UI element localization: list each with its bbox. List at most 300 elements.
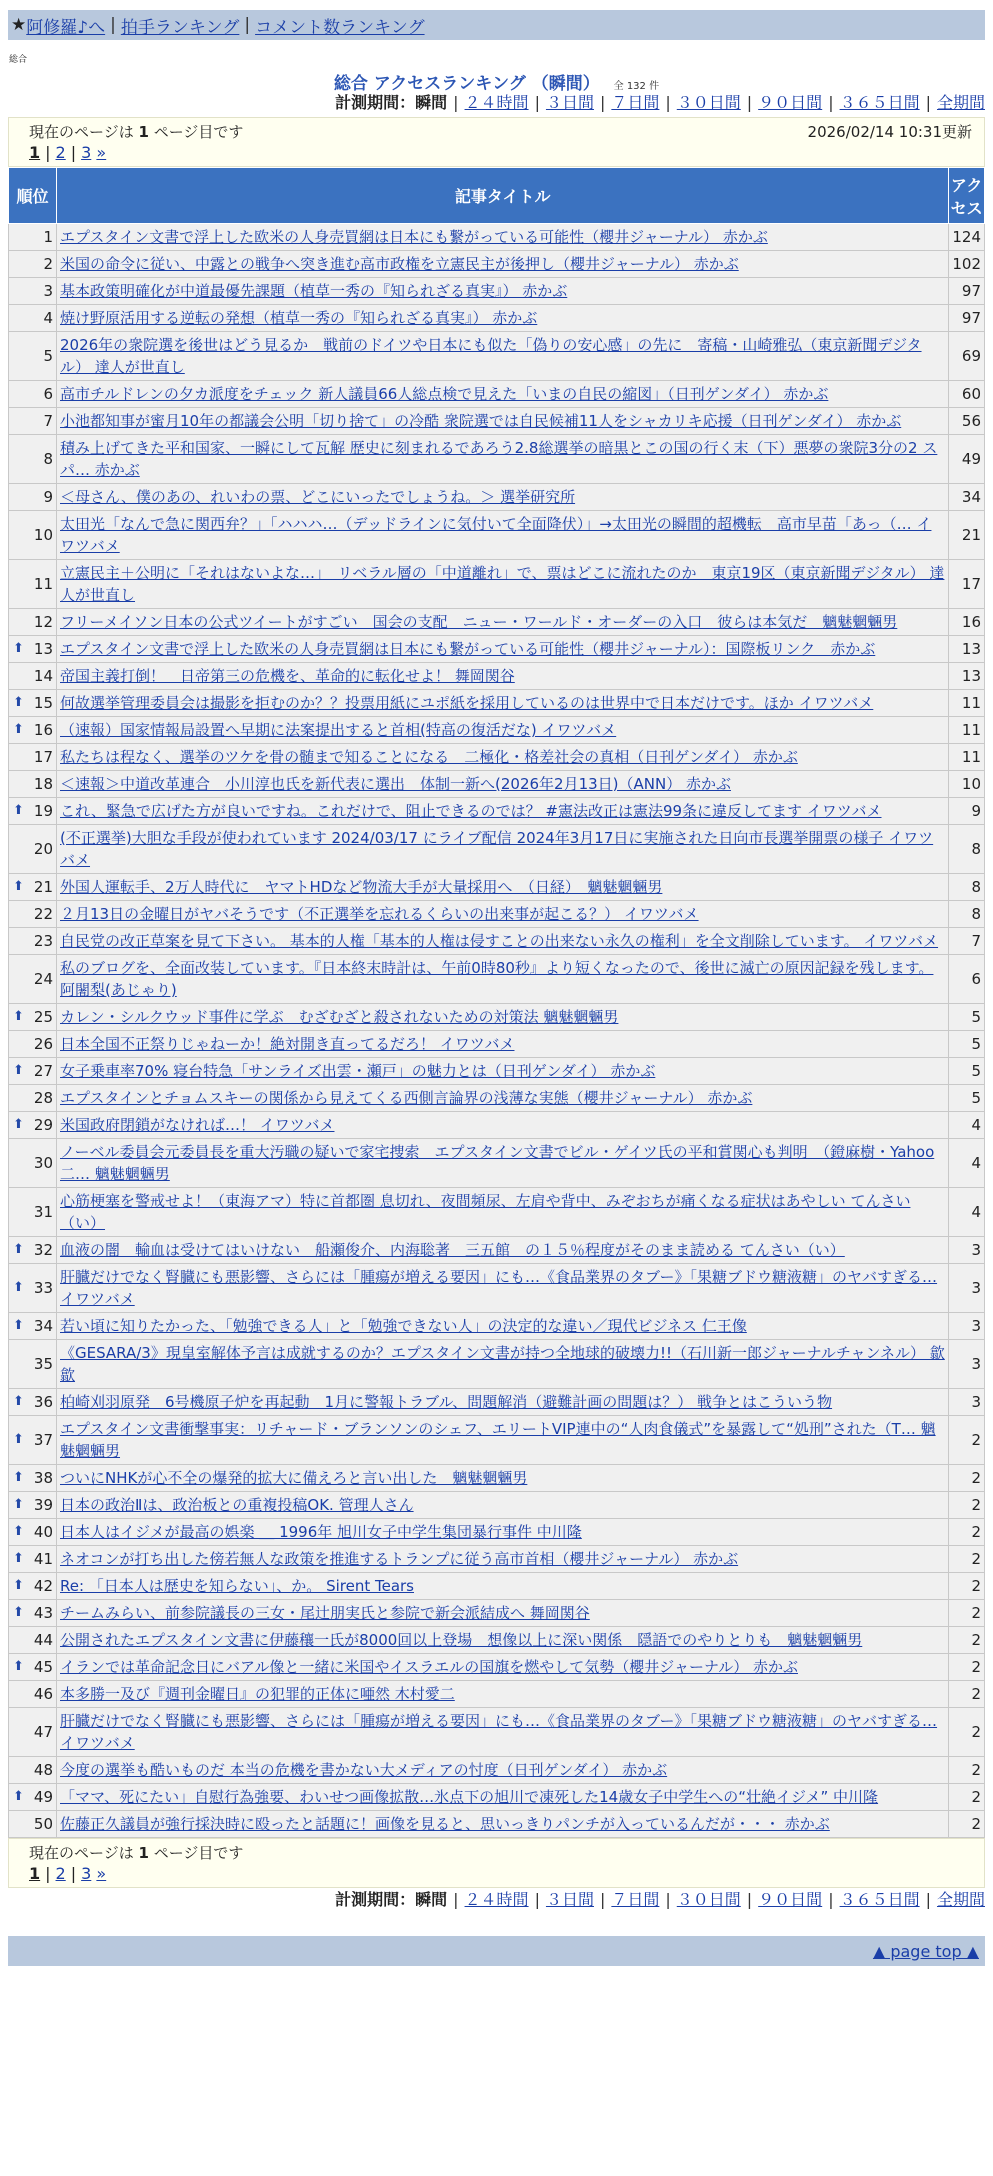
rank-number: 5 — [43, 347, 53, 365]
access-count: 13 — [949, 663, 985, 690]
article-link[interactable]: 帝国主義打倒！ 日帝第三の危機を、革命的に転化せよ！ 舞岡関谷 — [60, 667, 515, 685]
pager-page: 1 — [29, 143, 41, 162]
article-link[interactable]: これ、緊急で広げた方が良いですね。これだけで、阻止できるのでは？ #憲法改正は憲法99条に違反してます イワツバメ — [60, 802, 882, 820]
table-row — [9, 484, 985, 511]
rank-cell — [9, 1519, 57, 1546]
rank-number: 17 — [33, 748, 53, 766]
table-row — [9, 1573, 985, 1600]
rank-number: 12 — [33, 613, 53, 631]
title-cell — [57, 1627, 949, 1654]
title-cell — [57, 901, 949, 928]
rank-cell — [9, 955, 57, 1004]
table-row — [9, 798, 985, 825]
rank-number: 40 — [33, 1523, 53, 1541]
article-link[interactable]: エプスタインとチョムスキーの関係から見えてくる西側言論界の浅薄な実態（櫻井ジャーナル） 赤かぶ — [60, 1089, 753, 1107]
article-link[interactable]: 米国の命令に従い、中露との戦争へ突き進む高市政権を立憲民主が後押し（櫻井ジャーナル） 赤かぶ — [60, 255, 739, 273]
rank-cell — [9, 1757, 57, 1784]
article-link[interactable]: エプスタイン文書で浮上した欧米の人身売買網は日本にも繋がっている可能性（櫻井ジャーナル） 赤かぶ — [60, 228, 768, 246]
table-row — [9, 381, 985, 408]
title-cell — [57, 251, 949, 278]
table-row — [9, 928, 985, 955]
period-option[interactable]: ７日間 — [611, 93, 660, 112]
rank-number: 46 — [33, 1685, 53, 1703]
article-link[interactable]: 立憲民主＋公明に「それはないよな…」 リベラル層の「中道離れ」で、票はどこに流れたのか 東京19区（東京新聞デジタル） 達人が世直し — [60, 564, 945, 604]
rank-cell — [9, 1492, 57, 1519]
pager-page[interactable]: 2 — [55, 143, 66, 162]
article-link[interactable]: 柏崎刈羽原発 6号機原子炉を再起動 1月に警報トラブル、問題解消（避難計画の問題は？） 戦争とはこういう物 — [60, 1393, 833, 1411]
table-row — [9, 1313, 985, 1340]
access-count: 11 — [949, 690, 985, 717]
rank-number: 37 — [33, 1431, 53, 1449]
table-row — [9, 874, 985, 901]
title-cell — [57, 1188, 949, 1237]
footer-bar — [8, 1936, 985, 1966]
rank-number: 3 — [43, 282, 53, 300]
table-row — [9, 1492, 985, 1519]
article-link[interactable]: ＜母さん、僕のあの、れいわの票、どこにいったでしょうね。＞ 選挙研究所 — [60, 488, 576, 506]
table-row — [9, 1654, 985, 1681]
access-count: 4 — [949, 1188, 985, 1237]
title-cell — [57, 798, 949, 825]
up-arrow-icon: ⬆ — [13, 1117, 24, 1132]
pager — [29, 142, 972, 164]
pager-page: 1 — [29, 1864, 41, 1883]
article-link[interactable]: 2026年の衆院選を後世はどう見るか 戦前のドイツや日本にも似た「偽りの安心感」の先に 寄稿・山崎雅弘（東京新聞デジタル） 達人が世直し — [60, 336, 922, 376]
article-link[interactable]: 高市チルドレンの夕カ派度をチェック 新人議員66人総点検で見えた「いまの自民の縮図」（日刊ゲンダイ） 赤かぶ — [60, 385, 829, 403]
page-info-box — [8, 117, 985, 167]
access-count: 2 — [949, 1416, 985, 1465]
table-row — [9, 1004, 985, 1031]
article-link[interactable]: 心筋梗塞を警戒せよ！（東海アマ）特に首都圏 息切れ、夜間頻尿、左肩や背中、みぞおちが痛くなる症状はあやしい てんさい（い） — [60, 1192, 911, 1232]
rank-cell — [9, 408, 57, 435]
up-arrow-icon: ⬆ — [13, 1280, 24, 1295]
title-cell — [57, 1389, 949, 1416]
rank-cell — [9, 771, 57, 798]
title-cell — [57, 511, 949, 560]
up-arrow-icon: ⬆ — [13, 722, 24, 737]
rank-cell — [9, 1681, 57, 1708]
title-cell — [57, 609, 949, 636]
rank-number: 36 — [33, 1393, 53, 1411]
up-arrow-icon: ⬆ — [13, 695, 24, 710]
rank-cell — [9, 1654, 57, 1681]
period-option[interactable]: 全期間 — [936, 93, 985, 112]
rank-number: 1 — [43, 228, 53, 246]
article-link[interactable]: カレン・シルクウッド事件に学ぶ むざむざと殺されないための対策法 魑魅魍魎男 — [60, 1008, 619, 1026]
access-count: 3 — [949, 1313, 985, 1340]
rank-cell — [9, 1237, 57, 1264]
article-link[interactable]: 焼け野原活用する逆転の発想（植草一秀の『知られざる真実』） 赤かぶ — [60, 309, 538, 327]
title-cell — [57, 278, 949, 305]
access-count: 5 — [949, 1058, 985, 1085]
period-option[interactable]: 全期間 — [936, 1890, 985, 1909]
pager-separator: | — [70, 143, 77, 162]
title-cell — [57, 1811, 949, 1838]
article-link[interactable]: 本多勝一及び『週刊金曜日』の犯罪的正体に唖然 木村愛二 — [60, 1685, 455, 1703]
period-separator: | — [925, 93, 931, 112]
article-link[interactable]: 「ママ、死にたい」自慰行為強要、わいせつ画像拡散…氷点下の旭川で凍死した14歳女子中学生への“壮絶イジメ” 中川隆 — [60, 1788, 879, 1806]
article-link[interactable]: ついにNHKが心不全の爆発的拡大に備えろと言い出した 魑魅魍魎男 — [60, 1469, 528, 1487]
period-selector — [0, 91, 985, 115]
access-count: 3 — [949, 1389, 985, 1416]
rank-cell — [9, 1465, 57, 1492]
pager-next[interactable]: » — [96, 1864, 107, 1883]
pager-separator: | — [45, 1864, 51, 1883]
rank-cell — [9, 636, 57, 663]
access-count: 2 — [949, 1681, 985, 1708]
access-count: 69 — [949, 332, 985, 381]
article-link[interactable]: エプスタイン文書で浮上した欧米の人身売買網は日本にも繋がっている可能性（櫻井ジャーナル）：国際板リンク 赤かぶ — [60, 640, 876, 658]
rank-number: 25 — [33, 1008, 53, 1026]
rank-cell — [9, 928, 57, 955]
period-separator: | — [925, 1890, 931, 1909]
rank-number: 47 — [33, 1723, 53, 1741]
access-count: 17 — [949, 560, 985, 609]
rank-number: 9 — [43, 488, 53, 506]
article-link[interactable]: 日本人はイジメが最高の娯楽 ＿ 1996年 旭川女子中学生集団暴行事件 中川隆 — [60, 1523, 582, 1541]
table-row — [9, 278, 985, 305]
title-cell — [57, 663, 949, 690]
article-link[interactable]: 血液の闇 輸血は受けてはいけない 船瀬俊介、内海聡著 三五館 の１５％程度がそのまま読める てんさい（い） — [60, 1241, 845, 1259]
table-row — [9, 1237, 985, 1264]
article-link[interactable]: チームみらい、前参院議長の三女・尾辻朋実氏と参院で新会派結成へ 舞岡関谷 — [60, 1604, 590, 1622]
article-link[interactable]: 公開されたエプスタイン文書に伊藤穰一氏が8000回以上登場 想像以上に深い関係 隠語でのやりとりも 魑魅魍魎男 — [60, 1631, 863, 1649]
rank-number: 26 — [33, 1035, 53, 1053]
ranking-title: 総合 アクセスランキング （瞬間） — [333, 74, 600, 94]
period-separator: | — [453, 93, 459, 112]
title-cell — [57, 1416, 949, 1465]
article-link[interactable]: 自民党の改正草案を見て下さい。 基本的人権「基本的人権は侵すことの出来ない永久の権利」を全文削除しています。 イワツバメ — [60, 932, 939, 950]
rank-number: 39 — [33, 1496, 53, 1514]
access-count: 2 — [949, 1519, 985, 1546]
article-link[interactable]: ２月13日の金曜日がヤバそうです（不正選挙を忘れるくらいの出来事が起こる？） イワツバメ — [60, 905, 699, 923]
table-row — [9, 825, 985, 874]
table-row — [9, 1058, 985, 1085]
table-row — [9, 717, 985, 744]
title-cell — [57, 224, 949, 251]
rank-number: 50 — [33, 1815, 53, 1833]
access-count: 13 — [949, 636, 985, 663]
up-arrow-icon: ⬆ — [13, 1551, 24, 1566]
nav-separator: | — [244, 15, 251, 35]
title-cell — [57, 1546, 949, 1573]
title-cell — [57, 1031, 949, 1058]
table-row — [9, 1416, 985, 1465]
rank-number: 49 — [33, 1788, 53, 1806]
article-link[interactable]: (不正選挙)大胆な手段が使われています 2024/03/17 にライブ配信 2024年3月17日に実施された日向市長選挙開票の様子 イワツバメ — [60, 829, 934, 869]
article-link[interactable]: 何故選挙管理委員会は撮影を拒むのか？？投票用紙にユポ紙を採用しているのは世界中で日本だけです。ほか イワツバメ — [60, 694, 874, 712]
access-count: 6 — [949, 955, 985, 1004]
title-cell — [57, 1340, 949, 1389]
rank-cell — [9, 484, 57, 511]
period-separator: | — [534, 1890, 540, 1909]
up-arrow-icon: ⬆ — [13, 641, 24, 656]
article-link[interactable]: 私のブログを、全面改装しています。『日本終末時計は、午前0時80秒』より短くなったので、後世に滅亡の原因記録を残します。 阿闍梨(あじゃり) — [60, 959, 934, 999]
access-count: 2 — [949, 1708, 985, 1757]
article-link[interactable]: 基本政策明確化が中道最優先課題（植草一秀の『知られざる真実』） 赤かぶ — [60, 282, 568, 300]
home-link[interactable]: 阿修羅♪へ — [26, 17, 106, 38]
period-option: 瞬間 — [415, 93, 448, 112]
rank-number: 35 — [33, 1355, 53, 1373]
comment-ranking-link[interactable]: コメント数ランキング — [255, 17, 425, 38]
title-cell — [57, 305, 949, 332]
pager-page[interactable]: 2 — [55, 1864, 66, 1883]
article-link[interactable]: 若い頃に知りたかった、「勉強できる人」と「勉強できない人」の決定的な違い／現代ビジネス 仁王像 — [60, 1317, 747, 1335]
article-link[interactable]: 今度の選挙も酷いものだ 本当の危機を書かない大メディアの忖度（日刊ゲンダイ） 赤かぶ — [60, 1761, 668, 1779]
table-row — [9, 771, 985, 798]
title-cell — [57, 1004, 949, 1031]
access-count: 7 — [949, 928, 985, 955]
page-info-box-bottom — [8, 1838, 985, 1888]
table-row — [9, 332, 985, 381]
rank-cell — [9, 1313, 57, 1340]
rank-cell — [9, 1112, 57, 1139]
table-row — [9, 1264, 985, 1313]
rank-number: 32 — [33, 1241, 53, 1259]
period-option[interactable]: ３日間 — [545, 93, 594, 112]
title-cell — [57, 1264, 949, 1313]
period-separator: | — [534, 93, 540, 112]
title-cell — [57, 717, 949, 744]
table-row — [9, 1112, 985, 1139]
period-option[interactable]: ２４時間 — [464, 1890, 529, 1909]
access-count: 8 — [949, 825, 985, 874]
period-option[interactable]: ２４時間 — [464, 93, 529, 112]
title-cell — [57, 1085, 949, 1112]
article-link[interactable]: ネオコンが打ち出した傍若無人な政策を推進するトランプに従う高市首相（櫻井ジャーナル） 赤かぶ — [60, 1550, 739, 1568]
updated-timestamp: 2026/02/14 10:31更新 — [807, 123, 972, 141]
up-arrow-icon: ⬆ — [13, 1524, 24, 1539]
rank-cell — [9, 1085, 57, 1112]
access-count: 5 — [949, 1085, 985, 1112]
rank-number: 27 — [33, 1062, 53, 1080]
rank-number: 6 — [43, 385, 53, 403]
article-link[interactable]: （速報）国家情報局設置へ早期に法案提出すると首相(特高の復活だな) イワツバメ — [60, 721, 617, 739]
rank-number: 44 — [33, 1631, 53, 1649]
rank-number: 7 — [43, 412, 53, 430]
rank-cell — [9, 1340, 57, 1389]
article-link[interactable]: ノーベル委員会元委員長を重大汚職の疑いで家宅捜索 エプスタイン文書でビル・ゲイツ氏の平和賞関心も判明 （鐙麻樹・Yahoo二… 魑魅魍魎男 — [60, 1143, 935, 1183]
rank-cell — [9, 1031, 57, 1058]
access-count: 2 — [949, 1627, 985, 1654]
title-cell — [57, 1112, 949, 1139]
rank-number: 22 — [33, 905, 53, 923]
rank-cell — [9, 1416, 57, 1465]
period-option[interactable]: ３０日間 — [676, 1890, 741, 1909]
period-separator: | — [746, 93, 753, 112]
access-count: 102 — [949, 251, 985, 278]
table-row — [9, 560, 985, 609]
rank-number: 24 — [33, 970, 53, 988]
article-link[interactable]: 積み上げてきた平和国家、一瞬にして瓦解 歴史に刻まれるであろう2.8総選挙の暗黒とこの国の行く末（下）悪夢の衆院3分の2 スパ… 赤かぶ — [60, 439, 938, 479]
title-cell — [57, 1237, 949, 1264]
access-count: 56 — [949, 408, 985, 435]
up-arrow-icon: ⬆ — [13, 1394, 24, 1409]
access-count: 9 — [949, 798, 985, 825]
table-row — [9, 511, 985, 560]
article-link[interactable]: 私たちは程なく、選挙のツケを骨の髄まで知ることになる 二極化・格差社会の真相（日刊ゲンダイ） 赤かぶ — [60, 748, 798, 766]
period-option[interactable]: ９０日間 — [758, 93, 823, 112]
top-nav-bar — [8, 10, 985, 40]
period-option: 瞬間 — [415, 1890, 448, 1909]
period-separator: | — [746, 1890, 753, 1909]
period-option[interactable]: ３０日間 — [676, 93, 741, 112]
category-label: 総合 — [9, 55, 28, 65]
title-cell — [57, 1139, 949, 1188]
access-count: 4 — [949, 1139, 985, 1188]
title-cell — [57, 1492, 949, 1519]
rank-number: 15 — [33, 694, 53, 712]
access-count: 3 — [949, 1237, 985, 1264]
access-count: 2 — [949, 1757, 985, 1784]
title-cell — [57, 1573, 949, 1600]
period-option[interactable]: ３６５日間 — [839, 93, 920, 112]
title-cell — [57, 1757, 949, 1784]
rank-number: 11 — [33, 575, 53, 593]
rank-cell — [9, 224, 57, 251]
rank-number: 41 — [33, 1550, 53, 1568]
article-link[interactable]: エプスタイン文書衝撃事実：リチャード・ブランソンのシェフ、エリートVIP連中の“人肉食儀式”を暴露して“処刑”された（T… 魑魅魍魎男 — [60, 1420, 936, 1460]
pager-next[interactable]: » — [96, 143, 107, 162]
period-option[interactable]: ７日間 — [611, 1890, 660, 1909]
rank-cell — [9, 1264, 57, 1313]
access-count: 97 — [949, 305, 985, 332]
article-link[interactable]: 佐藤正久議員が強行採決時に殴ったと話題に！画像を見ると、思いっきりパンチが入っているんだが・・・ 赤かぶ — [60, 1815, 830, 1833]
rank-cell — [9, 874, 57, 901]
rank-number: 14 — [33, 667, 53, 685]
header-title: 記事タイトル — [57, 168, 949, 224]
rank-number: 21 — [33, 878, 53, 896]
period-option[interactable]: ３日間 — [545, 1890, 594, 1909]
rank-number: 48 — [33, 1761, 53, 1779]
ranking-title-row — [0, 69, 993, 94]
rank-cell — [9, 1784, 57, 1811]
title-cell — [57, 435, 949, 484]
article-link[interactable]: 日本の政治Ⅱは、政治板との重複投稿OK. 管理人さん — [60, 1496, 414, 1514]
title-cell — [57, 1654, 949, 1681]
table-row — [9, 663, 985, 690]
up-arrow-icon: ⬆ — [13, 1605, 24, 1620]
table-row — [9, 1811, 985, 1838]
access-count: 49 — [949, 435, 985, 484]
article-link[interactable]: 肝臓だけでなく腎臓にも悪影響、さらには「腫瘍が増える要因」にも…《食品業界のタブー》「果糖ブドウ糖液糖」のヤバすぎる… イワツバメ — [60, 1712, 938, 1752]
access-count: 97 — [949, 278, 985, 305]
table-row — [9, 1519, 985, 1546]
article-link[interactable]: 《GESARA/3》現皇室解体予言は成就するのか？エプスタイン文書が持つ全地球的破壊力!!（石川新一郎ジャーナルチャンネル） 歙歙 — [60, 1344, 945, 1384]
rank-number: 43 — [33, 1604, 53, 1622]
page-top-link[interactable]: ▲ page top ▲ — [872, 1941, 979, 1961]
period-option[interactable]: ９０日間 — [758, 1890, 823, 1909]
access-count: 2 — [949, 1600, 985, 1627]
up-arrow-icon: ⬆ — [13, 1242, 24, 1257]
table-row — [9, 305, 985, 332]
pager-page[interactable]: 3 — [81, 1864, 92, 1883]
rank-number: 31 — [33, 1203, 53, 1221]
rank-cell — [9, 435, 57, 484]
table-row — [9, 408, 985, 435]
period-separator: | — [599, 1890, 606, 1909]
period-selector — [0, 1888, 985, 1912]
clap-ranking-link[interactable]: 拍手ランキング — [120, 17, 240, 38]
access-count: 8 — [949, 874, 985, 901]
pager-page[interactable]: 3 — [81, 143, 92, 162]
rank-number: 28 — [33, 1089, 53, 1107]
table-row — [9, 1708, 985, 1757]
nav-separator: | — [110, 15, 116, 35]
table-row — [9, 636, 985, 663]
article-link[interactable]: 外国人運転手、2万人時代に ヤマトHDなど物流大手が大量採用へ （日経） 魑魅魍魎男 — [60, 878, 663, 896]
article-link[interactable]: Re: 「日本人は歴史を知らない」、か。 Sirent Tears — [60, 1577, 414, 1595]
table-row — [9, 1600, 985, 1627]
table-row — [9, 1031, 985, 1058]
rank-cell — [9, 560, 57, 609]
rank-cell — [9, 825, 57, 874]
table-row — [9, 1139, 985, 1188]
access-count: 3 — [949, 1264, 985, 1313]
article-link[interactable]: 米国政府閉鎖がなければ…！ イワツバメ — [60, 1116, 335, 1134]
up-arrow-icon: ⬆ — [13, 1432, 24, 1447]
access-count: 2 — [949, 1654, 985, 1681]
article-link[interactable]: 日本全国不正祭りじゃねーか！絶対開き直ってるだろ！ イワツバメ — [60, 1035, 515, 1053]
total-count: 全 132 件 — [613, 81, 660, 92]
title-cell — [57, 825, 949, 874]
pager — [29, 1863, 972, 1885]
title-cell — [57, 381, 949, 408]
article-link[interactable]: ＜速報＞中道改革連合 小川淳也氏を新代表に選出 体制一新へ(2026年2月13日)（ANN） 赤かぶ — [60, 775, 731, 793]
up-arrow-icon: ⬆ — [13, 879, 24, 894]
up-arrow-icon: ⬆ — [13, 1578, 24, 1593]
rank-number: 29 — [33, 1116, 53, 1134]
rank-number: 2 — [43, 255, 53, 273]
rank-cell — [9, 332, 57, 381]
up-arrow-icon: ⬆ — [13, 1470, 24, 1485]
article-link[interactable]: 小池都知事が蜜月10年の都議会公明「切り捨て」の冷酷 衆院選では自民候補11人をシャカリキ応援（日刊ゲンダイ） 赤かぶ — [60, 412, 902, 430]
up-arrow-icon: ⬆ — [13, 1497, 24, 1512]
rank-cell — [9, 1811, 57, 1838]
rank-cell — [9, 278, 57, 305]
table-row — [9, 1389, 985, 1416]
rank-number: 34 — [33, 1317, 53, 1335]
title-cell — [57, 560, 949, 609]
up-arrow-icon: ⬆ — [13, 1009, 24, 1024]
article-link[interactable]: 太田光「なんで急に関西弁？」「ハハハ…（デッドラインに気付いて全面降伏）」→太田光の瞬間的超機転 高市早苗「あっ（… イワツバメ — [60, 515, 932, 555]
rank-cell — [9, 744, 57, 771]
access-count: 2 — [949, 1573, 985, 1600]
article-link[interactable]: イランでは革命記念日にバアル像と一緒に米国やイスラエルの国旗を燃やして気勢（櫻井ジャーナル） 赤かぶ — [60, 1658, 798, 1676]
rank-number: 30 — [33, 1154, 53, 1172]
period-label: 計測期間： — [335, 93, 416, 112]
period-option[interactable]: ３６５日間 — [839, 1890, 920, 1909]
current-page-text: 現在のページは 1 ページ目です — [29, 1844, 244, 1862]
rank-number: 20 — [33, 840, 53, 858]
pager-separator: | — [45, 143, 51, 162]
access-count: 5 — [949, 1031, 985, 1058]
rank-number: 4 — [43, 309, 53, 327]
access-count: 2 — [949, 1492, 985, 1519]
article-link[interactable]: フリーメイソン日本の公式ツイートがすごい 国会の支配 ニュー・ワールド・オーダーの入口 彼らは本気だ 魑魅魍魎男 — [60, 613, 898, 631]
current-page-text: 現在のページは 1 ページ目です — [29, 123, 244, 141]
access-count: 10 — [949, 771, 985, 798]
rank-number: 10 — [33, 526, 53, 544]
article-link[interactable]: 肝臓だけでなく腎臓にも悪影響、さらには「腫瘍が増える要因」にも…《食品業界のタブー》「果糖ブドウ糖液糖」のヤバすぎる… イワツバメ — [60, 1268, 938, 1308]
rank-number: 16 — [33, 721, 53, 739]
access-count: 3 — [949, 1340, 985, 1389]
title-cell — [57, 1519, 949, 1546]
title-cell — [57, 744, 949, 771]
table-row — [9, 744, 985, 771]
rank-cell — [9, 1546, 57, 1573]
article-link[interactable]: 女子乗車率70% 寝台特急「サンライズ出雲・瀬戸」の魅力とは（日刊ゲンダイ） 赤かぶ — [60, 1062, 656, 1080]
